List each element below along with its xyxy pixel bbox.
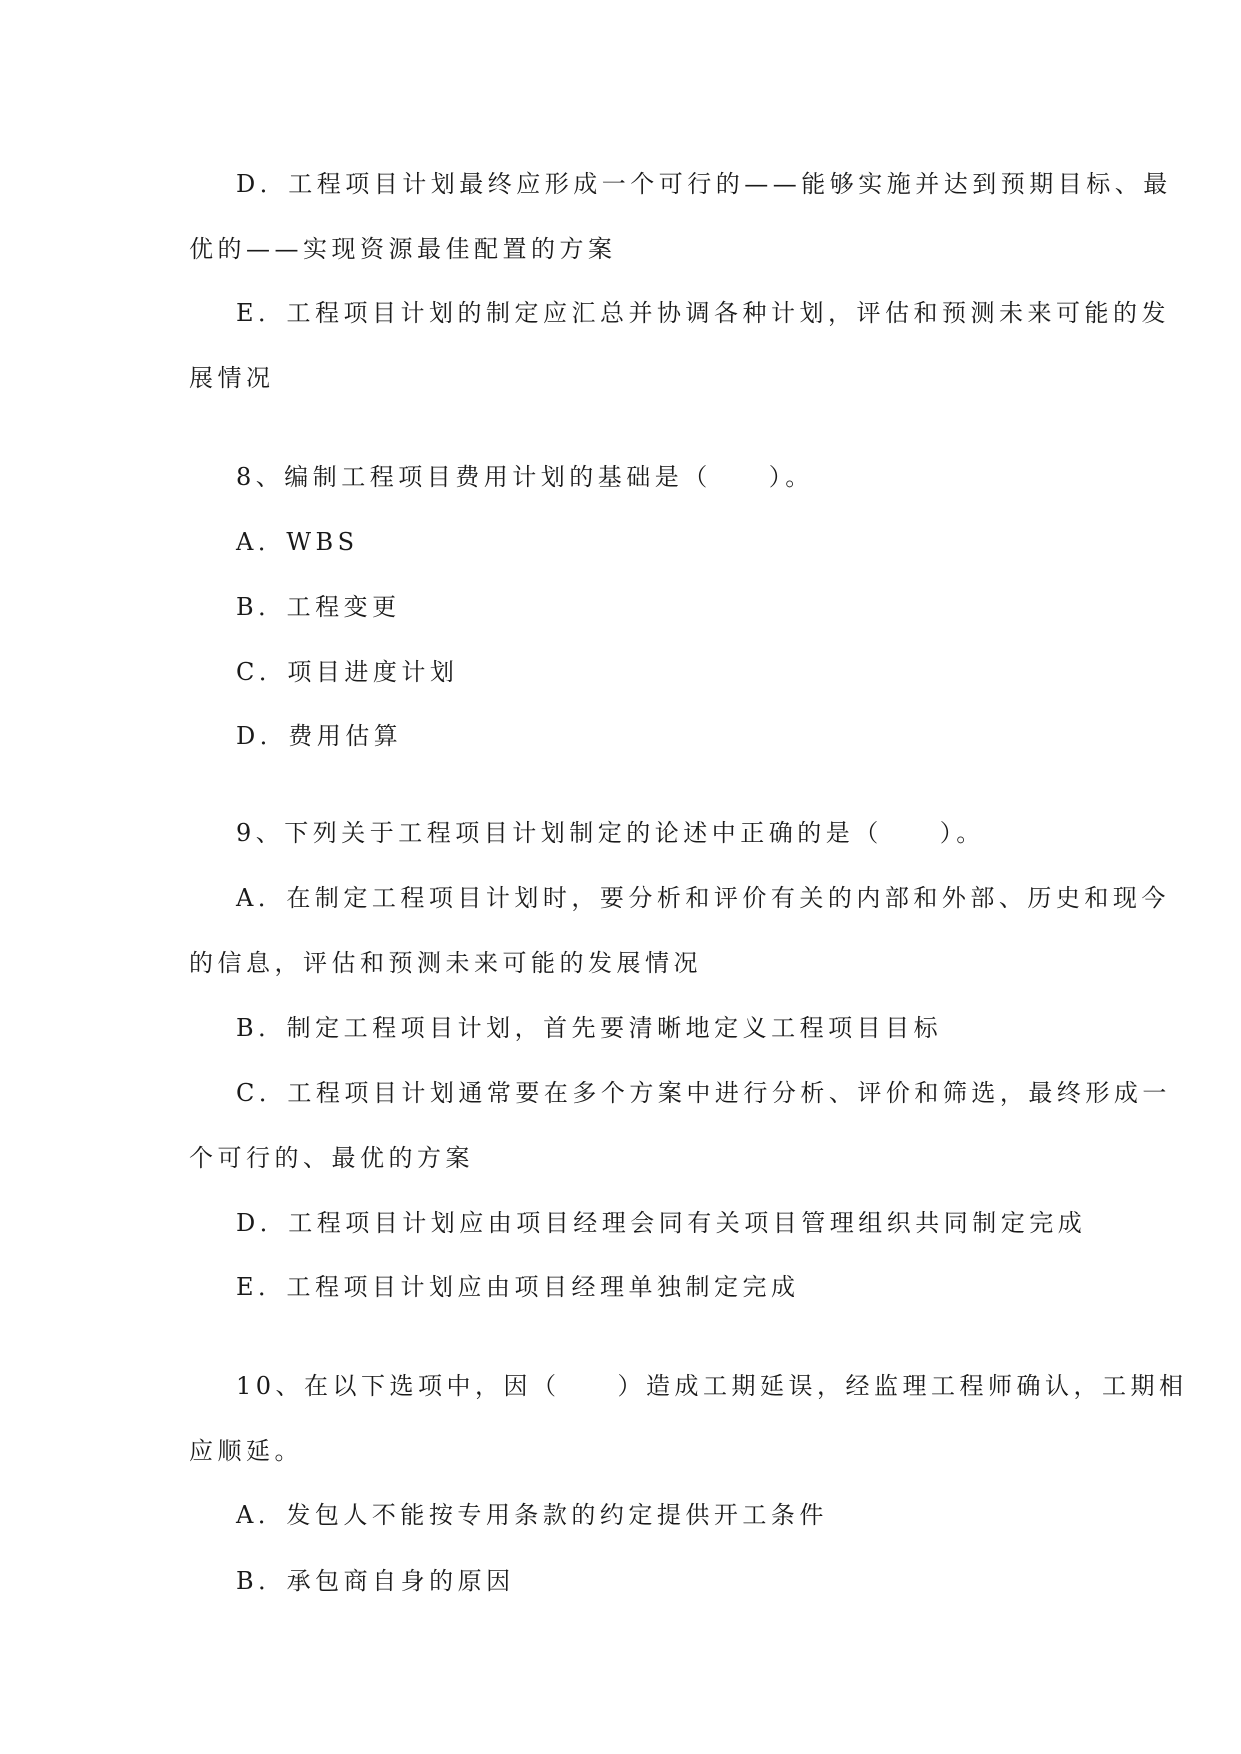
q9-option-b: B．制定工程项目计划，首先要清晰地定义工程项目目标 [236, 1014, 943, 1042]
q9-option-a-line1: A．在制定工程项目计划时，要分析和评价有关的内部和外部、历史和现今 [236, 884, 1170, 912]
q7-option-e-line1: E．工程项目计划的制定应汇总并协调各种计划，评估和预测未来可能的发 [236, 299, 1171, 327]
q10-option-a: A．发包人不能按专用条款的约定提供开工条件 [236, 1501, 828, 1529]
q8-option-d: D．费用估算 [236, 722, 403, 750]
q9-option-a-line2: 的信息，评估和预测未来可能的发展情况 [189, 949, 702, 977]
q9-option-d: D．工程项目计划应由项目经理会同有关项目管理组织共同制定完成 [236, 1209, 1087, 1237]
q7-option-e-line2: 展情况 [189, 364, 275, 392]
q9-stem: 9、下列关于工程项目计划制定的论述中正确的是（ ）。 [236, 819, 985, 847]
q9-option-e: E．工程项目计划应由项目经理单独制定完成 [236, 1273, 800, 1301]
q9-option-c-line1: C．工程项目计划通常要在多个方案中进行分析、评价和筛选，最终形成一 [236, 1079, 1171, 1107]
q8-option-a: A．WBS [236, 528, 359, 556]
q7-option-d-line2: 优的——实现资源最佳配置的方案 [189, 235, 617, 263]
q10-stem-line1: 10、在以下选项中，因（ ）造成工期延误，经监理工程师确认，工期相 [236, 1372, 1188, 1400]
q10-stem-line2: 应顺延。 [189, 1437, 303, 1465]
q8-stem: 8、编制工程项目费用计划的基础是（ ）。 [236, 463, 814, 491]
q10-option-b: B．承包商自身的原因 [236, 1567, 515, 1595]
q9-option-c-line2: 个可行的、最优的方案 [189, 1144, 474, 1172]
q8-option-b: B．工程变更 [236, 593, 401, 621]
q7-option-d-line1: D．工程项目计划最终应形成一个可行的——能够实施并达到预期目标、最 [236, 170, 1172, 198]
q8-option-c: C．项目进度计划 [236, 658, 459, 686]
